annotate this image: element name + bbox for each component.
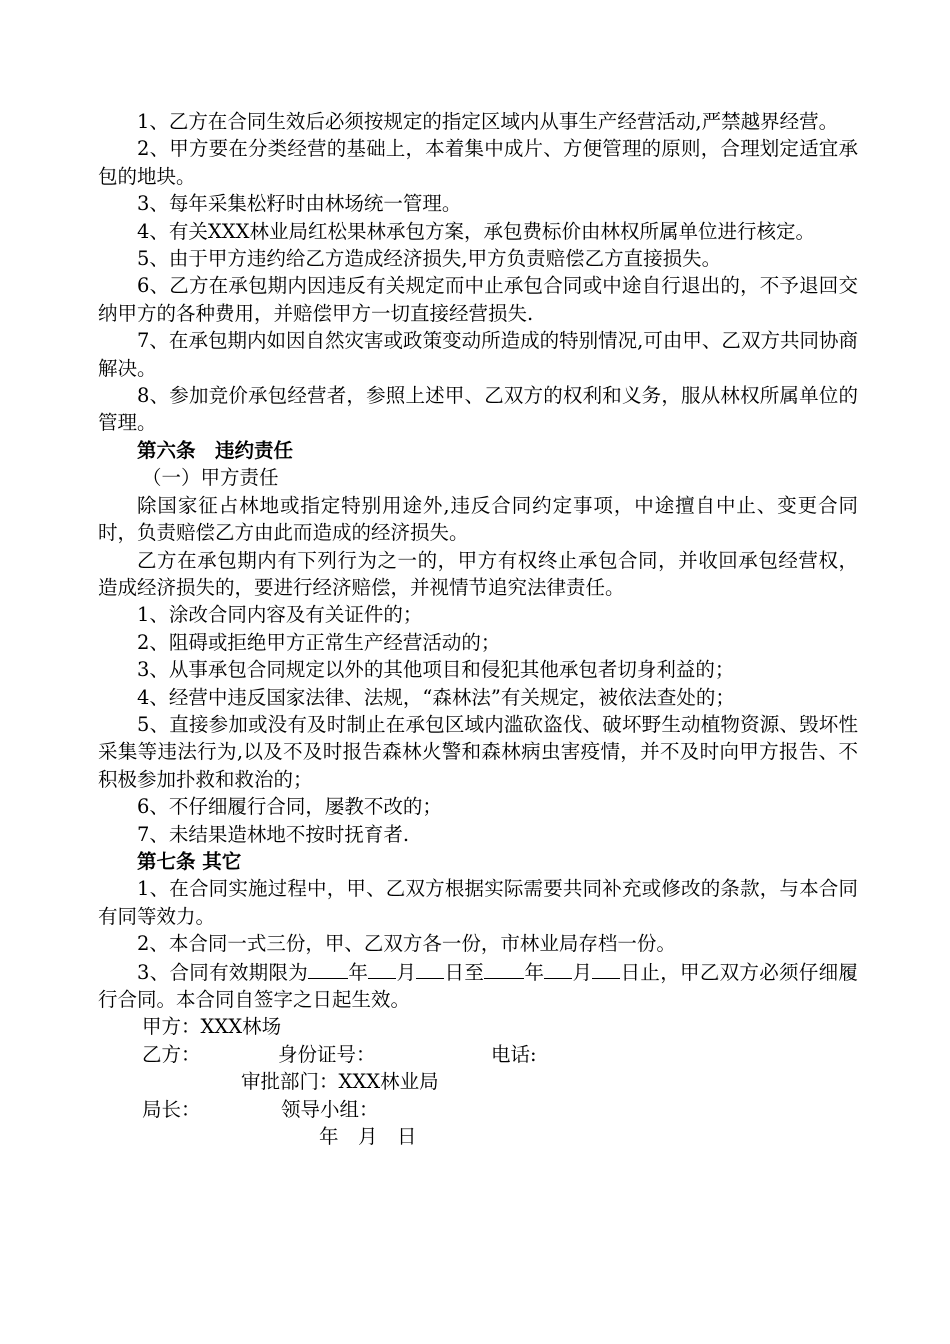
list-item: 8、参加竞价承包经营者，参照上述甲、乙双方的权利和义务，服从林权所属单位的管理。 [98,384,858,435]
signature-row-date [98,1123,858,1150]
blank-field [308,958,348,979]
party-b-label: 乙方： [142,1042,201,1066]
signature-row-director [98,1096,858,1123]
list-item: 6、乙方在承包期内因违反有关规定而中止承包合同或中途自行退出的，不予退回交纳甲方的各种费用，并赔偿甲方一切直接经营损失. [98,274,858,325]
list-item: 1、乙方在合同生效后必须按规定的指定区域内从事生产经营活动,严禁越界经营。 [137,110,839,133]
month-label: 月 [396,960,417,984]
list-item: 3、从事承包合同规定以外的其他项目和侵犯其他承包者切身利益的； [137,658,735,682]
list-item: 4、有关XXX林业局红松果林承包方案，承包费标价由林权所属单位进行核定。 [137,219,816,243]
phone-label: 电话: [491,1042,537,1066]
approval-department-label: 审批部门：XXX林业局 [241,1070,439,1094]
list-item: 2、甲方要在分类经营的基础上，本着集中成片、方便管理的原则，合理划定适宜承包的地块。 [98,137,858,188]
list-item: 2、阻碍或拒绝甲方正常生产经营活动的； [137,630,501,654]
list-item: 3、每年采集松籽时由林场统一管理。 [137,192,462,216]
list-item: 5、由于甲方违约给乙方造成经济损失,甲方负责赔偿乙方直接损失。 [137,247,722,271]
article6-subheading: （一）甲方责任 [142,466,279,490]
contract-page [98,108,858,1150]
list-item: 5、直接参加或没有及时制止在承包区域内滥砍盗伐、破坏野生动植物资源、毁坏性采集等违法行为,以及不及时报告森林火警和森林病虫害疫情，并不及时向甲方报告、不积极参加扑救和救治的； [98,712,858,791]
director-label: 局长： [142,1097,201,1121]
day-label: 日至 [444,960,485,984]
article7-heading: 第七条 其它 [137,849,242,873]
validity-clause [98,958,858,1014]
article6-heading: 第六条 违约责任 [137,438,294,462]
validity-suffix: 日止，甲乙双方必须仔细履行合同。本合同自签字之日起生效。 [98,960,858,1011]
blank-field [592,958,620,979]
signature-row-a [98,1013,858,1040]
blank-field [368,958,396,979]
list-item: 7、在承包期内如因自然灾害或政策变动所造成的特别情况,可由甲、乙双方共同协商解决。 [98,329,858,380]
article6-paragraph-1: 除国家征占林地或指定特别用途外,违反合同约定事项，中途擅自中止、变更合同时，负责赔偿乙方由此而造成的经济损失。 [98,493,858,545]
list-item: 2、本合同一式三份，甲、乙双方各一份，市林业局存档一份。 [137,932,676,956]
list-item: 6、不仔细履行合同，屡教不改的； [137,795,442,819]
list-item: 7、未结果造林地不按时抚育者. [137,822,410,846]
year-label: 年 [524,960,545,984]
blank-field [416,958,444,979]
month-label: 月 [572,960,593,984]
signature-row-b [98,1041,858,1068]
signature-row-approval [98,1068,858,1095]
list-item: 4、经营中违反国家法律、法规，“森林法”有关规定，被依法查处的； [137,685,735,709]
blank-field [544,958,572,979]
leader-group-label: 领导小组： [281,1097,379,1121]
list-item: 1、在合同实施过程中，甲、乙双方根据实际需要共同补充或修改的条款，与本合同有同等效力。 [98,877,858,928]
list-item: 1、涂改合同内容及有关证件的； [137,603,423,627]
date-label: 年 月 日 [319,1124,417,1148]
validity-prefix: 3、合同有效期限为 [137,960,309,984]
year-label: 年 [348,960,369,984]
party-a-label: 甲方：XXX林场 [142,1015,282,1039]
blank-field [484,958,524,979]
id-number-label: 身份证号： [278,1042,376,1066]
article6-paragraph-2: 乙方在承包期内有下列行为之一的，甲方有权终止承包合同，并收回承包经营权，造成经济损失的，要进行经济赔偿，并视情节追究法律责任。 [98,548,858,599]
